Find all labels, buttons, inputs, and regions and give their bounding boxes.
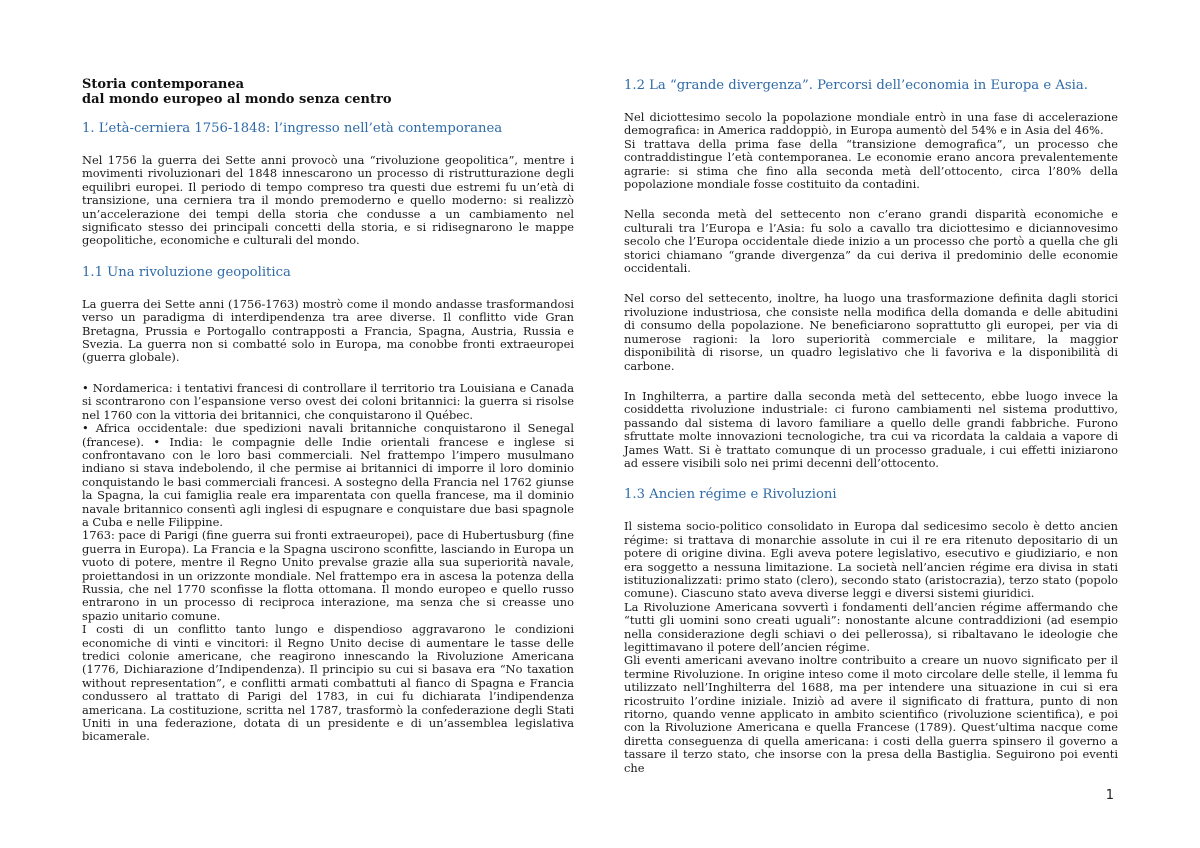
paragraph: • Nordamerica: i tentativi francesi di controllare il territorio tra Louisiana e Canada si scontrarono con l’espansione verso ovest dei coloni britannici: la guerra si risolse nel 1760 con la vittoria dei britannici, che conquistarono il Québec.: [82, 380, 574, 422]
title-line-1: Storia contemporanea: [82, 77, 245, 92]
paragraph: 1763: pace di Parigi (fine guerra sui fronti extraeuropei), pace di Hubertusburg (fine guerra in Europa). La Francia e la Spagna uscirono sconfitte, lasciando in Europa un vuoto di potere, mentre il Regno Unito prevalse grazie alla sua superiorità navale, proiettandosi in un orizzonte mondiale. Nel frattempo era in ascesa la potenza della Russia, che nel 1770 sconfisse la flotta ottomana. Il mondo europeo e quello russo entrarono in un processo di reciproca interazione, ma senza che si creasse uno spazio unitario comune.: [82, 528, 574, 623]
paragraph: Si trattava della prima fase della “transizione demografica”, un processo che contraddistingue l’età contemporanea. Le economie erano ancora prevalentemente agrarie: si stima che fino alla seconda metà dell’ottocento, circa l’80% della popolazione mondiale fosse costituito da contadini.: [624, 136, 1118, 192]
paragraph: In Inghilterra, a partire dalla seconda metà del settecento, ebbe luogo invece la cosiddetta rivoluzione industriale: ci furono cambiamenti nel sistema produttivo, passando dal sistema di lavoro familiare a quello delle grandi fabbriche. Furono sfruttate molte innovazioni tecnologiche, tra cui va ricordata la caldaia a vapore di James Watt. Si è trattato comunque di un processo graduale, i cui effetti iniziarono ad essere visibili solo nei primi decenni dell’ottocento.: [624, 388, 1118, 470]
section-heading-1-3: 1.3 Ancien régime e Rivoluzioni: [624, 487, 837, 503]
paragraph: Il sistema socio-politico consolidato in Europa dal sedicesimo secolo è detto ancien régime: si trattava di monarchie assolute in cui il re era ritenuto depositario di un potere di origine divina. Egli aveva potere legislativo, esecutivo e giudiziario, e non era soggetto a nessuna limitazione. La società nell’ancien régime era divisa in stati istituzionalizzati: primo stato (clero), secondo stato (aristocrazia), terzo stato (popolo comune). Ciascuno stato aveva diverse leggi e diversi sistemi giuridici.: [624, 519, 1118, 601]
section-heading-1-1: 1.1 Una rivoluzione geopolitica: [82, 264, 291, 280]
paragraph: I costi di un conflitto tanto lungo e dispendioso aggravarono le condizioni economiche di vinti e vincitori: il Regno Unito decise di aumentare le tasse delle tredici colonie americane, che reagirono innescando la Rivoluzione Americana (1776, Dichiarazione d’Indipendenza). Il principio su cui si basava era “No taxation without representation”, e conflitti armati combattuti al fianco di Spagna e Francia condussero al trattato di Parigi del 1783, in cui fu dichiarata l’indipendenza americana. La costituzione, scritta nel 1787, trasformò la confederazione degli Stati Uniti in una federazione, dotata di un presidente e di un’assemblea legislativa bicamerale.: [82, 622, 574, 744]
paragraph: La Rivoluzione Americana sovvertì i fondamenti dell’ancien régime affermando che “tutti gli uomini sono creati uguali”: nonostante alcune contraddizioni (ad esempio nella considerazione degli schiavi o dei pellerossa), si ribaltavano le ideologie che legittimavano il potere dell’ancien régime.: [624, 599, 1118, 654]
page-number: 1: [1105, 788, 1114, 803]
paragraph: Gli eventi americani avevano inoltre contribuito a creare un nuovo significato per il termine Rivoluzione. In origine inteso come il moto circolare delle stelle, il lemma fu utilizzato nell’Inghilterra del 1688, ma per intendere una situazione in cui si era ricostruito l’ordine iniziale. Iniziò ad avere il significato di frattura, punto di non ritorno, quando venne applicato in ambito scientifico (rivoluzione scientifica), e poi con la Rivoluzione Americana e quella Francese (1789). Quest’ultima nacque come diretta conseguenza di quella americana: i costi della guerra spinsero il governo a tassare il terzo stato, che insorse con la presa della Bastiglia. Seguirono poi eventi che: [624, 653, 1118, 775]
paragraph: Nella seconda metà del settecento non c’erano grandi disparità economiche e culturali tra l’Europa e l’Asia: fu solo a cavallo tra diciottesimo e diciannovesimo secolo che l’Europa occidentale diede inizio a un processo che portò a quella che gli storici chiamano “grande divergenza” da cui deriva il predominio delle economie occidentali.: [624, 207, 1118, 276]
paragraph: • Africa occidentale: due spedizioni navali britanniche conquistarono il Senegal (francese). • India: le compagnie delle Indie orientali francese e inglese si confrontavano con le loro basi commerciali. Nel frattempo l’impero musulmano indiano si stava indebolendo, il che permise ai britannici di imporre il loro dominio conquistando le basi commerciali francesi. A sostegno della Francia nel 1762 giunse la Spagna, la cui famiglia reale era imparentata con quella francese, ma il dominio navale britannico consentì agli inglesi di espugnare e conquistare due basi spagnole a Cuba e nelle Filippine.: [82, 421, 574, 529]
left-column: [82, 78, 574, 744]
document-title: [82, 78, 574, 107]
paragraph: Nel 1756 la guerra dei Sette anni provocò una “rivoluzione geopolitica”, mentre i movimenti rivoluzionari del 1848 innescarono un processo di ristrutturazione degli equilibri europei. Il periodo di tempo compreso tra questi due estremi fu un’età di transizione, una cerniera tra il mondo premoderno e quello moderno: si realizzò un’accelerazione dei tempi della storia che condusse a un cambiamento nel significato stesso dei principali concetti della storia, e si ridisegnarono le mappe geopolitiche, economiche e culturali del mondo.: [82, 153, 574, 248]
paragraph: La guerra dei Sette anni (1756-1763) mostrò come il mondo andasse trasformandosi verso un paradigma di interdipendenza tra aree diverse. Il conflitto vide Gran Bretagna, Prussia e Portogallo contrapposti a Francia, Spagna, Austria, Russia e Svezia. La guerra non si combatté solo in Europa, ma conobbe fronti extraeuropei (guerra globale).: [82, 296, 574, 365]
section-heading-1: 1. L’età-cerniera 1756-1848: l’ingresso nell’età contemporanea: [82, 121, 503, 136]
paragraph: Nel corso del settecento, inoltre, ha luogo una trasformazione definita dagli storici rivoluzione industriosa, che consiste nella modifica della domanda e delle abitudini di consumo della popolazione. Ne beneficiarono soprattutto gli europei, per via di numerose ragioni: la loro superiorità commerciale e militare, la maggior disponibilità di risorse, un quadro legislativo che li favoriva e la disponibilità di carbone.: [624, 291, 1118, 373]
right-column: [624, 78, 1118, 775]
title-line-2: dal mondo europeo al mondo senza centro: [82, 91, 392, 107]
paragraph: Nel diciottesimo secolo la popolazione mondiale entrò in una fase di accelerazione demografica: in America raddoppiò, in Europa aumentò del 54% e in Asia del 46%.: [624, 110, 1118, 138]
section-heading-1-2: 1.2 La “grande divergenza”. Percorsi dell’economia in Europa e Asia.: [624, 78, 1088, 93]
